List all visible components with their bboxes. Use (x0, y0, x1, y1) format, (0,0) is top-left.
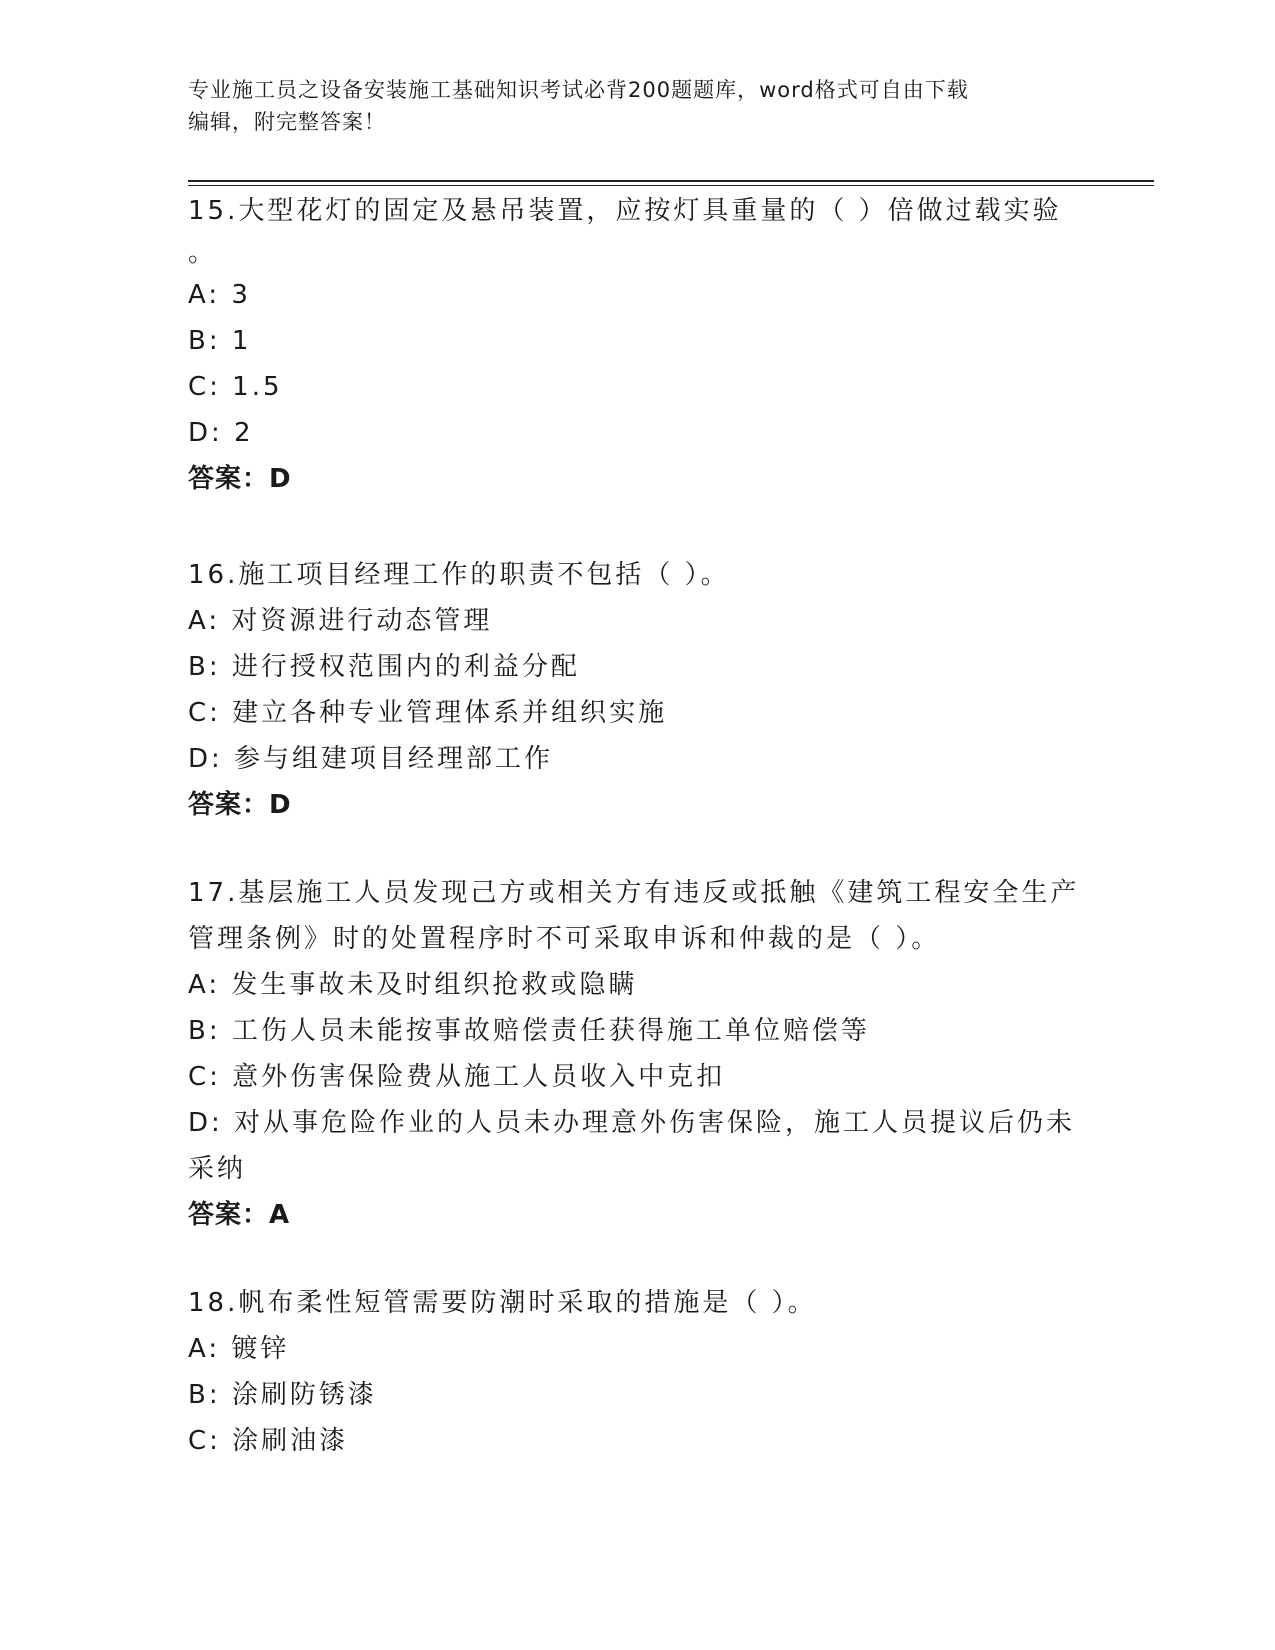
option-d: D: 2 (188, 418, 254, 448)
option-a: A: 镀锌 (188, 1334, 290, 1364)
header-line-1: 专业施工员之设备安装施工基础知识考试必背200题题库，word格式可自由下载 (188, 78, 969, 102)
header-line-2: 编辑，附完整答案！ (188, 110, 386, 134)
option-c: C: 意外伤害保险费从施工人员收入中克扣 (188, 1062, 726, 1092)
option-b: B: 工伤人员未能按事故赔偿责任获得施工单位赔偿等 (188, 1016, 870, 1046)
option-d: D: 参与组建项目经理部工作 (188, 744, 554, 774)
header-divider-thin (188, 185, 1154, 186)
option-d: D: 对从事危险作业的人员未办理意外伤害保险，施工人员提议后仍未 (188, 1108, 1076, 1138)
answer: 答案：A (188, 1200, 291, 1230)
option-c: C: 建立各种专业管理体系并组织实施 (188, 698, 668, 728)
option-a: A: 3 (188, 280, 251, 310)
question-stem-line: 。 (188, 238, 218, 268)
option-c: C: 1.5 (188, 372, 283, 402)
question-stem-line: 18.帆布柔性短管需要防潮时采取的措施是（ ）。 (188, 1288, 817, 1318)
option-a: A: 发生事故未及时组织抢救或隐瞒 (188, 970, 638, 1000)
answer: 答案：D (188, 464, 292, 494)
option-b: B: 1 (188, 326, 252, 356)
option-b: B: 进行授权范围内的利益分配 (188, 652, 580, 682)
question-stem-line: 17.基层施工人员发现己方或相关方有违反或抵触《建筑工程安全生产 (188, 878, 1080, 908)
option-c: C: 涂刷油漆 (188, 1426, 349, 1456)
question-stem-line: 15.大型花灯的固定及悬吊装置，应按灯具重量的（ ）倍做过载实验 (188, 196, 1062, 226)
question-16 (188, 552, 1088, 828)
question-17 (188, 870, 1088, 1238)
document-header (188, 74, 1088, 138)
option-b: B: 涂刷防锈漆 (188, 1380, 377, 1410)
option-a: A: 对资源进行动态管理 (188, 606, 493, 636)
question-18 (188, 1280, 1088, 1464)
header-divider-thick (188, 180, 1154, 182)
option-d-continued: 采纳 (188, 1154, 247, 1184)
question-stem-line: 16.施工项目经理工作的职责不包括（ ）。 (188, 560, 730, 590)
question-stem-line: 管理条例》时的处置程序时不可采取申诉和仲裁的是（ ）。 (188, 924, 941, 954)
answer: 答案：D (188, 790, 292, 820)
question-15 (188, 188, 1088, 502)
